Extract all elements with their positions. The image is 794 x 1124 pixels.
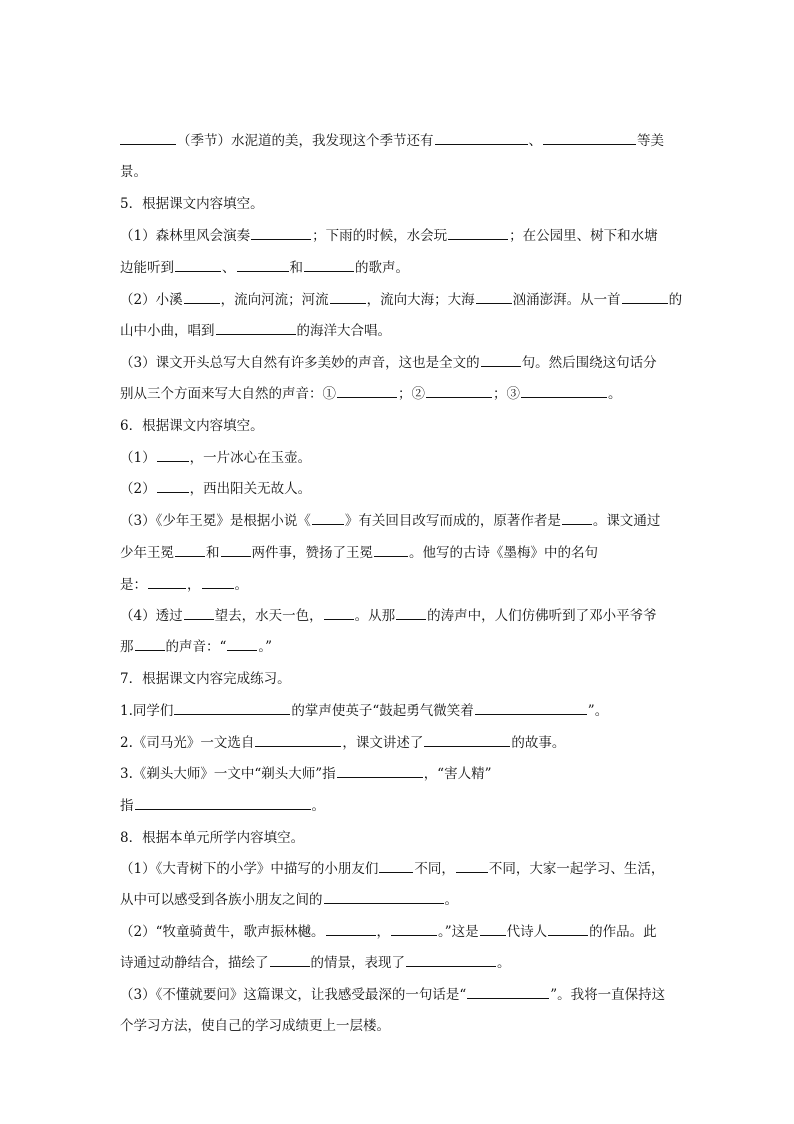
answer-blank[interactable] [448, 238, 508, 240]
answer-blank[interactable] [304, 270, 354, 272]
text: 望去，水天一色， [214, 608, 323, 624]
text: 是： [120, 577, 147, 593]
answer-blank[interactable] [175, 555, 205, 557]
text: 。” [258, 639, 273, 655]
answer-blank[interactable] [120, 143, 176, 145]
text: 两件事，赞扬了王冕 [251, 545, 373, 561]
answer-blank[interactable] [184, 618, 214, 620]
text: 。”这是 [438, 924, 479, 940]
text: 和 [289, 260, 303, 276]
text: ，“害人精” [423, 766, 492, 782]
answer-blank[interactable] [543, 143, 636, 145]
text: 。 [311, 798, 325, 814]
answer-blank[interactable] [426, 396, 492, 398]
text: （1）森林里风会演奏 [120, 228, 251, 244]
text: ；下雨的时候，水会玩 [312, 228, 448, 244]
answer-blank[interactable] [480, 934, 506, 936]
text: ，流向大海；大海 [366, 292, 475, 308]
text: 的掌声使英子“鼓起勇气微笑着 [291, 703, 474, 719]
text: 不同，大家一起学习、生活， [488, 861, 665, 877]
q6-s2 [120, 479, 311, 499]
answer-blank[interactable] [312, 523, 344, 525]
answer-blank[interactable] [424, 745, 510, 747]
text: （季节）水泥道的美，我发现这个季节还有 [177, 133, 434, 149]
q6-s4-line-1 [120, 606, 657, 626]
answer-blank[interactable] [337, 396, 397, 398]
answer-blank[interactable] [548, 934, 588, 936]
text: ，流向河流；河流 [220, 292, 329, 308]
text: 的海洋大合唱。 [296, 323, 391, 339]
q6-s1 [120, 448, 311, 468]
q8-s1-line-2 [120, 890, 458, 910]
answer-blank[interactable] [324, 618, 354, 620]
answer-blank[interactable] [174, 713, 290, 715]
text: 汹涌澎湃。从一首 [512, 292, 621, 308]
text: 从中可以感受到各族小朋友之间的 [120, 892, 323, 908]
text: 的歌声。 [355, 260, 409, 276]
q6-s3-line-1 [120, 511, 660, 531]
text: ， [376, 924, 390, 940]
answer-blank[interactable] [406, 965, 496, 967]
q5-s1-line-1 [120, 226, 658, 246]
q8-s2-line-2 [120, 953, 511, 973]
text: 、 [528, 133, 542, 149]
answer-blank[interactable] [148, 587, 186, 589]
text: 和 [206, 545, 220, 561]
answer-blank[interactable] [184, 302, 220, 304]
answer-blank[interactable] [456, 871, 488, 873]
answer-blank[interactable] [135, 808, 311, 810]
text: ；③ [493, 386, 520, 402]
text: 别从三个方面来写大自然的声音：① [120, 386, 336, 402]
text: ；在公园里、树下和水塘 [509, 228, 658, 244]
text: 代诗人 [506, 924, 548, 940]
text: （3）《少年王冕》是根据小说《 [120, 513, 311, 529]
answer-blank[interactable] [337, 776, 423, 778]
text: 7．根据课文内容完成练习。 [120, 671, 291, 687]
answer-blank[interactable] [379, 871, 413, 873]
answer-blank[interactable] [202, 587, 234, 589]
answer-blank[interactable] [391, 934, 437, 936]
answer-blank[interactable] [216, 333, 296, 335]
answer-blank[interactable] [255, 745, 341, 747]
answer-blank[interactable] [326, 934, 376, 936]
q7-item-1 [120, 701, 608, 721]
text: 诗通过动静结合，描绘了 [120, 955, 269, 971]
text: （3）课文开头总写大自然有许多美妙的声音，这也是全文的 [120, 355, 480, 371]
text: （2） [120, 481, 156, 497]
answer-blank[interactable] [227, 649, 257, 651]
q5-s3-line-1 [120, 353, 657, 373]
text: ， [187, 577, 201, 593]
text: （3）《不懂就要问》这篇课文，让我感受最深的一句话是“ [120, 987, 467, 1003]
text: 景。 [120, 164, 147, 180]
answer-blank[interactable] [481, 365, 521, 367]
answer-blank[interactable] [135, 649, 165, 651]
answer-blank[interactable] [622, 302, 668, 304]
question-7-title [120, 669, 291, 689]
text: 句。然后围绕这句话分 [521, 355, 657, 371]
text: 。 [234, 577, 248, 593]
line-intro-1 [120, 131, 664, 151]
answer-blank[interactable] [221, 555, 251, 557]
text: （2）“牧童骑黄牛，歌声振林樾。 [120, 924, 325, 940]
text: 山中小曲，唱到 [120, 323, 215, 339]
answer-blank[interactable] [521, 396, 607, 398]
text: 的涛声中，人们仿佛听到了邓小平爷爷 [427, 608, 657, 624]
text: 5．根据课文内容填空。 [120, 196, 264, 212]
text: 的作品。此 [589, 924, 657, 940]
text: 。课文通过 [592, 513, 661, 529]
question-6-title [120, 416, 264, 436]
q7-item-3-line-1 [120, 764, 492, 784]
q6-s3-line-2 [120, 543, 598, 563]
text: 。从那 [354, 608, 396, 624]
text: 等美 [637, 133, 664, 149]
text: ，课文讲述了 [342, 735, 424, 751]
q7-item-3-line-2 [120, 796, 325, 816]
text: 、 [222, 260, 236, 276]
answer-blank[interactable] [324, 902, 444, 904]
text: 那 [120, 639, 134, 655]
text: 2.《司马光》一文选自 [120, 735, 255, 751]
text: 。 [608, 386, 622, 402]
q8-s3-line-2 [120, 1016, 390, 1036]
text: 。他写的古诗《墨梅》中的名句 [409, 545, 598, 561]
text: 1.同学们 [120, 703, 174, 719]
answer-blank[interactable] [270, 965, 310, 967]
answer-blank[interactable] [396, 618, 426, 620]
text: 6．根据课文内容填空。 [120, 418, 264, 434]
text: ；② [398, 386, 425, 402]
text: 。 [497, 955, 511, 971]
q6-s4-line-2 [120, 637, 272, 657]
text: （1） [120, 450, 156, 466]
answer-blank[interactable] [467, 997, 549, 999]
q5-s1-line-2 [120, 258, 409, 278]
text: 指 [120, 798, 134, 814]
line-intro-2 [120, 162, 147, 182]
answer-blank[interactable] [475, 713, 587, 715]
text: ”。我将一直保持这 [550, 987, 666, 1003]
answer-blank[interactable] [435, 143, 528, 145]
text: 的 [668, 292, 683, 308]
q8-s3-line-1 [120, 985, 665, 1005]
answer-blank[interactable] [476, 302, 512, 304]
answer-blank[interactable] [374, 555, 408, 557]
text: （1）《大青树下的小学》中描写的小朋友们 [120, 861, 379, 877]
text: 少年王冕 [120, 545, 174, 561]
q5-s3-line-2 [120, 384, 622, 404]
text: 的故事。 [511, 735, 566, 751]
text: 》有关回目改写而成的，原著作者是 [344, 513, 561, 529]
text: ，西出阳关无故人。 [189, 481, 312, 497]
text: 不同， [414, 861, 455, 877]
answer-blank[interactable] [330, 302, 366, 304]
answer-blank[interactable] [157, 460, 189, 462]
answer-blank[interactable] [562, 523, 592, 525]
text: （4）透过 [120, 608, 183, 624]
answer-blank[interactable] [251, 238, 311, 240]
text: 8．根据本单元所学内容填空。 [120, 830, 305, 846]
q5-s2-line-1 [120, 290, 682, 310]
answer-blank[interactable] [237, 270, 289, 272]
question-8-title [120, 828, 304, 848]
text: 3.《剃头大师》一文中“剃头大师”指 [120, 766, 336, 782]
answer-blank[interactable] [175, 270, 221, 272]
text: 个学习方法，使自己的学习成绩更上一层楼。 [120, 1018, 390, 1034]
text: 。 [444, 892, 458, 908]
question-5-title [120, 194, 264, 214]
q8-s1-line-1 [120, 859, 664, 879]
q5-s2-line-2 [120, 321, 391, 341]
q8-s2-line-1 [120, 922, 657, 942]
text: ”。 [587, 703, 609, 719]
text: ，一片冰心在玉壶。 [189, 450, 312, 466]
text: （2）小溪 [120, 292, 183, 308]
q6-s3-line-3 [120, 575, 248, 595]
text: 的情景，表现了 [310, 955, 405, 971]
text: 的声音：“ [165, 639, 227, 655]
text: 边能听到 [120, 260, 174, 276]
q7-item-2 [120, 733, 565, 753]
answer-blank[interactable] [157, 491, 189, 493]
